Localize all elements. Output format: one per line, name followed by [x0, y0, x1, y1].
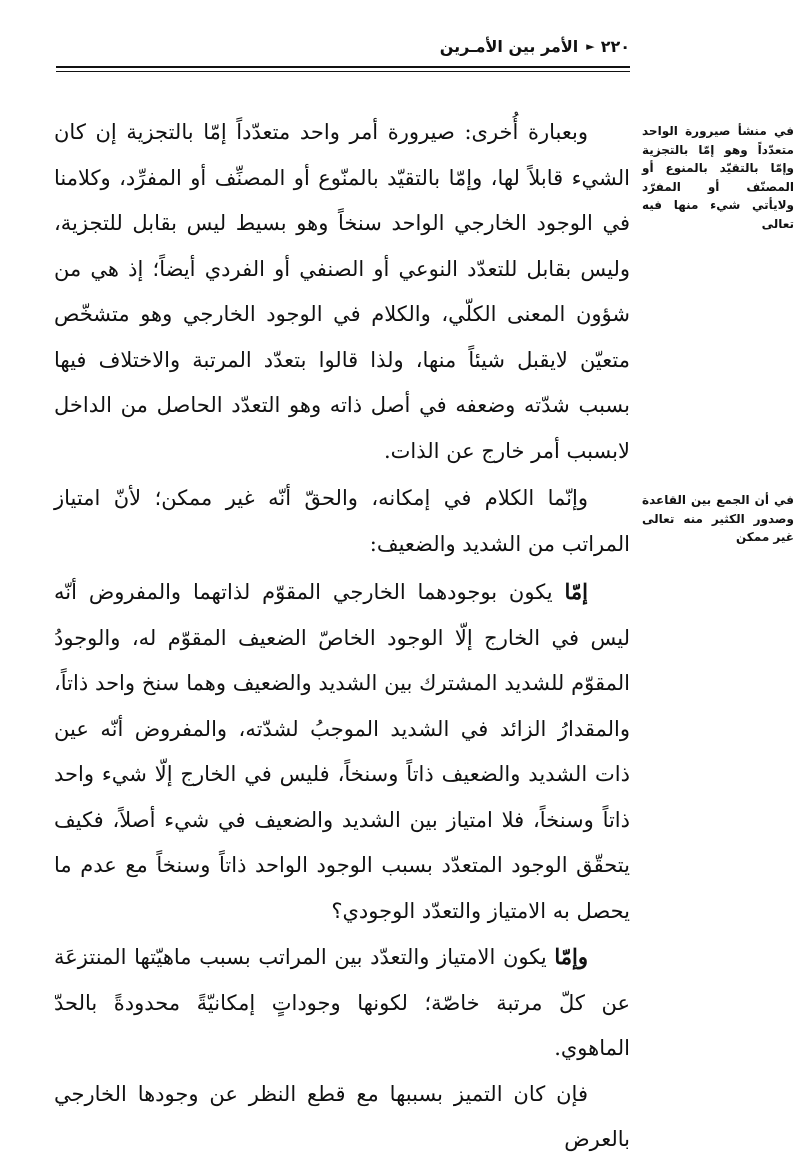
running-title: الأمر بين الأمـرين [439, 36, 579, 56]
arrow-icon: ► [586, 39, 595, 53]
margin-note: في أن الجمع بين القاعدة وصدور الكثير منه تعالى غير ممكن [642, 493, 794, 544]
paragraph [54, 569, 630, 934]
paragraph: وإنّما الكلام في إمكانه، والحقّ أنّه غير ممكن؛ لأنّ امتياز المراتب من الشديد والضعيف: [54, 486, 630, 556]
paragraph: فإن كان التميز بسببها مع قطع النظر عن وجودها الخارجي بالعرض [54, 1081, 630, 1151]
main-text [54, 110, 630, 1163]
header-rule-thick [56, 66, 630, 68]
paragraph: وبعبارة أُخرى: صيرورة أمر واحد متعدّداً إمّا بالتجزية إن كان الشيء قابلاً لها، وإمّا بالتقيّد بالمنّوع أو المصنِّف أو المفرِّد، وكلامنا في الوجود الخارجي الواحد سنخاً وهو بسيط ليس بقابل للتجزية، وليس بقابل للتعدّد النوعي أو الصنفي أو الفردي أيضاً؛ إذ هي من شؤون المعنى الكلّي، والكلام في الوجود الخارجي وهو متشخّص متعيّن لايقبل شيئاً منها، ولذا قالوا بتعدّد المرتبة والاختلاف فيها بسبب شدّته وضعفه في أصل ذاته وهو التعدّد الحاصل من الداخل لابسبب أمر خارج عن الذات. [54, 120, 630, 463]
header-rule-thin [56, 71, 630, 72]
page-number: ٢٢٠ [600, 36, 630, 56]
running-header [56, 30, 630, 62]
paragraph-text: يكون الامتياز والتعدّد بين المراتب بسبب ماهيّتها المنتزعَة عن كلّ مرتبة خاصّة؛ لكونها وجوداتٍ إمكانيّةً محدودةً بالحدّ الماهوي. [54, 945, 630, 1060]
paragraph-keyword: إمّا [564, 579, 588, 604]
paragraph [54, 934, 630, 1072]
paragraph-keyword: وإمّا [554, 944, 588, 969]
paragraph-text: يكون بوجودهما الخارجي المقوّم لذاتهما والمفروض أنّه ليس في الخارج إلّا الوجود الخاصّ الضعيف المقوّم له، والوجودُ المقوّم للشديد المشترك بين الشديد والضعيف وهما سنخ واحد ذاتاً، والمقدارُ الزائد في الشديد الموجبُ لشدّته، والمفروض أنّه عين ذات الشديد والضعيف ذاتاً وسنخاً، فليس في الخارج إلّا شيء واحد ذاتاً وسنخاً، فلا امتياز بين الشديد والضعيف في شيء أصلاً، فكيف يتحقّق الوجود المتعدّد بسبب الوجود الواحد ذاتاً وسنخاً مع عدم ما يحصل به الامتياز والتعدّد الوجودي؟ [54, 580, 630, 923]
margin-note: في منشأ صيرورة الواحد متعدّداً وهو إمّا بالتجزية وإمّا بالتقيّد بالمنوع أو المصنّف أو المفرّد ولايأتي شيء منها فيه تعالى [642, 124, 794, 231]
